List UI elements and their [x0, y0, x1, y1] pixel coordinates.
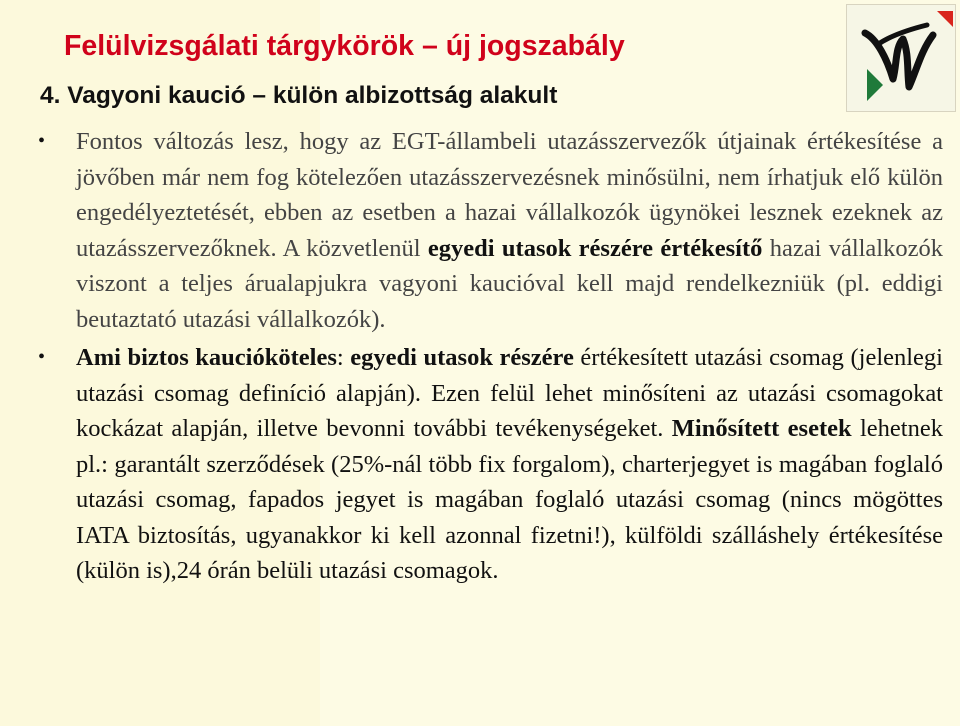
bullet-2-bold-cases: Minősített esetek	[671, 415, 852, 442]
slide-title: Felülvizsgálati tárgykörök – új jogszabály	[64, 30, 625, 62]
bullet-1-text-end: hazai vállalkozók viszont a teljes árualapjukra vagyoni kaucióval kell majd rendelkezniük (pl. eddigi beutaztató utazási vállalkozók).	[76, 234, 943, 333]
bullet-marker: •	[38, 346, 46, 368]
logo-green-triangle	[867, 69, 883, 101]
bullet-2-bold-lead: Ami biztos kaucióköteles	[76, 344, 337, 371]
bullet-list	[36, 124, 943, 592]
company-logo-icon	[846, 4, 956, 112]
bullet-2-bold-target: egyedi utasok részére	[350, 344, 574, 371]
bullet-2-text-mid: értékesített utazási csomag (jelenlegi utazási csomag definíció alapján). Ezen felül lehet minősíteni az utazási csomagokat kockázat alapján, illetve bevonni további tevékenységeket.	[76, 344, 943, 442]
bullet-item-1	[36, 124, 943, 337]
bullet-1-bold: egyedi utasok részére értékesítő	[427, 234, 763, 262]
bullet-2-text: :	[336, 344, 351, 371]
slide-subtitle: 4. Vagyoni kaució – külön albizottság alakult	[40, 82, 558, 109]
bullet-item-2	[36, 340, 943, 589]
bullet-2-text-end: lehetnek pl.: garantált szerződések (25%-nál több fix forgalom), charterjegyet is magában foglaló utazási csomag, fapados jegyet is magában foglaló utazási csomag (nincs mögöttes IATA biztosítás, ugyanakkor ki kell azonnal fizetni!), külföldi szálláshely értékesítése (külön is),24 órán belüli utazási csomagok.	[76, 415, 943, 584]
bullet-marker: •	[38, 130, 46, 152]
logo-red-triangle	[937, 11, 953, 27]
bullet-1-text: Fontos változás lesz, hogy az EGT-állambeli utazásszervezők útjainak értékesítése a jövőben már nem fog kötelezően utazásszervezésnek minősülni, nem írhatjuk elő külön engedélyeztetését, ebben az esetben a hazai vállalkozók ügynökei lesznek ezeknek az utazásszervezőknek. A közvetlenül	[76, 128, 943, 262]
